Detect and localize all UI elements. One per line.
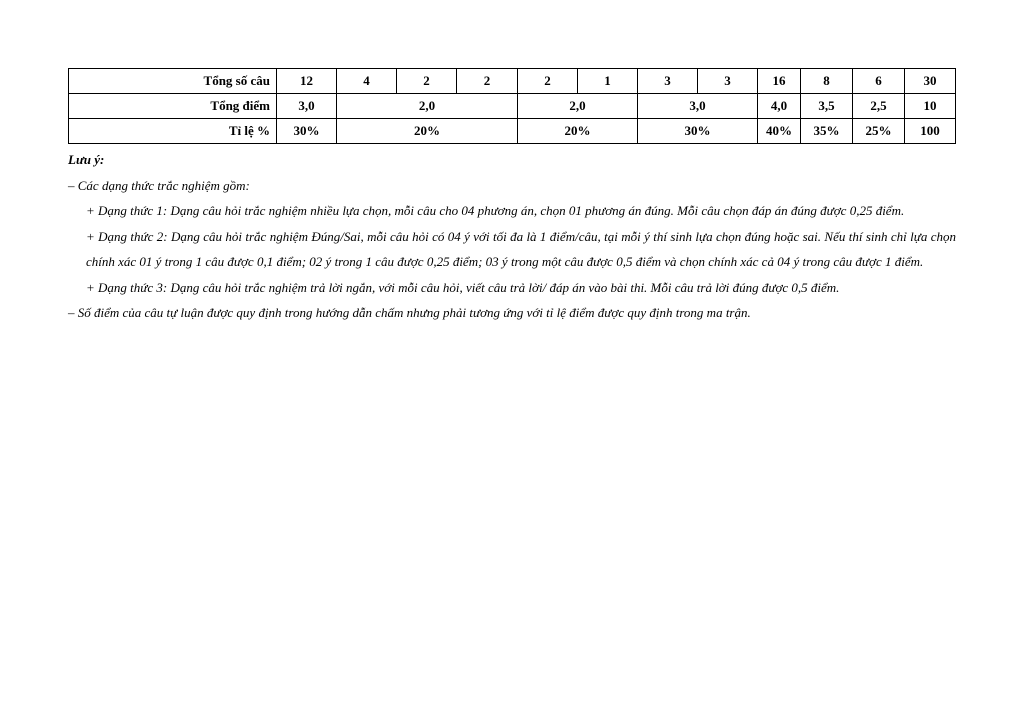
table-cell: 40% (758, 119, 801, 144)
table-cell: 30% (638, 119, 758, 144)
table-cell: 3,0 (638, 94, 758, 119)
table-cell: 2 (397, 69, 457, 94)
table-cell: 3,5 (801, 94, 853, 119)
table-cell: 2 (457, 69, 518, 94)
table-cell: 3 (698, 69, 758, 94)
table-cell: 1 (578, 69, 638, 94)
table-cell: 30 (905, 69, 956, 94)
notes-title: Lưu ý: (68, 152, 105, 167)
notes-closing: – Số điểm của câu tự luận được quy định trong hướng dẫn chấm nhưng phải tương ứng với tỉ lệ điểm được quy định trong ma trận. (68, 305, 751, 320)
table-cell: 20% (337, 119, 518, 144)
table-cell: 2,0 (337, 94, 518, 119)
row-label: Tỉ lệ % (69, 119, 277, 144)
table-cell: 2 (518, 69, 578, 94)
summary-table (68, 68, 956, 144)
table-cell: 4 (337, 69, 397, 94)
notes-intro: – Các dạng thức trắc nghiệm gồm: (68, 177, 250, 193)
table-cell: 2,5 (853, 94, 905, 119)
table-cell: 2,0 (518, 94, 638, 119)
table-cell: 4,0 (758, 94, 801, 119)
table-cell: 10 (905, 94, 956, 119)
table-cell: 100 (905, 119, 956, 144)
table-row-total-score (69, 94, 956, 119)
table-cell: 3 (638, 69, 698, 94)
table-cell: 16 (758, 69, 801, 94)
table-row-total-questions (69, 69, 956, 94)
notes-item-2: + Dạng thức 2: Dạng câu hỏi trắc nghiệm Đúng/Sai, mỗi câu hỏi có 04 ý với tối đa là 1 điểm/câu, tại mỗi ý thí sinh lựa chọn đúng hoặc sai. Nếu thí sinh chỉ lựa chọn chính xác 01 ý trong 1 câu được 0,1 điểm; 02 ý trong 1 câu được 0,25 điểm; 03 ý trong một câu được 0,5 điểm và chọn chính xác cả 04 ý trong câu được 1 điểm. (86, 228, 956, 269)
table-cell: 8 (801, 69, 853, 94)
table-cell: 6 (853, 69, 905, 94)
table-cell: 12 (277, 69, 337, 94)
notes-item-3: + Dạng thức 3: Dạng câu hỏi trắc nghiệm trả lời ngắn, với mỗi câu hỏi, viết câu trả lời/ đáp án vào bài thi. Mỗi câu trả lời đúng được 0,5 điểm. (86, 279, 840, 295)
table-cell: 35% (801, 119, 853, 144)
table-cell: 30% (277, 119, 337, 144)
table-cell: 25% (853, 119, 905, 144)
notes-section (68, 147, 956, 326)
row-label: Tổng số câu (69, 69, 277, 94)
row-label: Tổng điểm (69, 94, 277, 119)
table-cell: 20% (518, 119, 638, 144)
table-row-percentage (69, 119, 956, 144)
notes-item-1: + Dạng thức 1: Dạng câu hỏi trắc nghiệm nhiều lựa chọn, mỗi câu cho 04 phương án, chọn 01 phương án đúng. Mỗi câu chọn đáp án đúng được 0,25 điểm. (86, 203, 905, 218)
table-cell: 3,0 (277, 94, 337, 119)
